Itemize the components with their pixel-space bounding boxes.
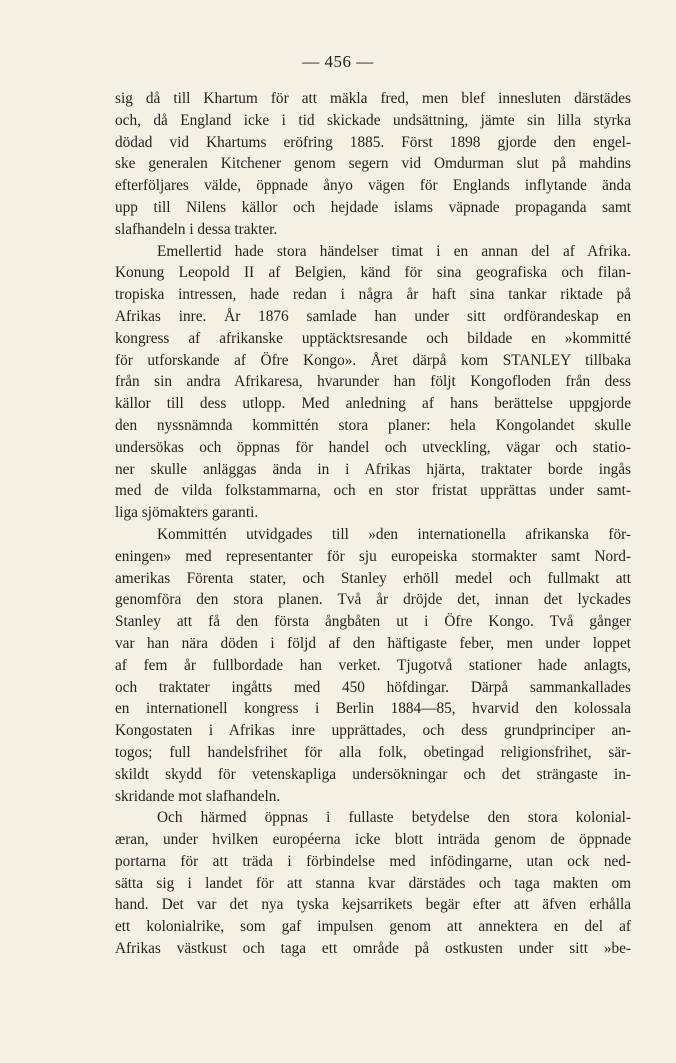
text-line: togos; full handelsfrihet för alla folk, obetingad religionsfrihet, sär- [115,743,631,761]
page-number: — 456 — [302,52,374,71]
text-line: skridande mot slafhandeln. [115,787,281,805]
text-line: portarna för att träda i förbindelse med infödingarne, utan ock ned- [115,852,631,870]
text-line: amerikas Förenta stater, och Stanley erhöll medel och fullmakt att [115,569,631,587]
text-line: Kongostaten i Afrikas inre upprättades, och dess grundprinciper an- [115,722,631,740]
text-line: liga sjömakters garanti. [115,504,259,522]
paragraph-start-line: Och härmed öppnas i fullaste betydelse den stora kolonial- [157,809,631,827]
text-line: från sin andra Afrikaresa, hvarunder han följt Kongofloden från dess [115,373,631,391]
text-line: Konung Leopold II af Belgien, känd för sina geografiska och filan- [115,264,631,282]
text-line: af fem år fullbordade han verket. Tjugotvå stationer hade anlagts, [115,656,631,674]
text-line: upp till Nilens källor och hejdade islams väpnade propaganda samt [115,198,631,216]
paragraph-start-line: Emellertid hade stora händelser timat i en annan del af Afrika. [157,242,631,260]
text-line: dödad vid Khartums eröfring 1885. Först 1898 gjorde den engel- [115,133,631,151]
text-line: undersökas och öppnas för handel och utveckling, vägar och statio- [115,438,631,456]
text-line: slafhandeln i dessa trakter. [115,220,278,238]
text-line: Stanley att få den första ångbåten ut i Öfre Kongo. Två gånger [115,613,631,631]
text-line: med de vilda folkstammarna, och en stor fristat upprättas under samt- [115,482,631,500]
text-line: sätta sig i landet för att stanna kvar därstädes och taga makten om [115,874,631,892]
text-line: hand. Det var det nya tyska kejsarrikets begär efter att äfven erhålla [115,896,631,914]
text-line: källor till dess utlopp. Med anledning af hans berättelse uppgjorde [115,395,631,413]
body-text [115,88,631,960]
text-line: skildt skydd för vetenskapliga undersökningar och det strängaste in- [115,765,631,783]
text-line: den nyssnämnda kommittén stora planer: hela Kongolandet skulle [115,416,631,434]
text-line: och traktater ingåtts med 450 höfdingar. Därpå sammankallades [115,678,631,696]
text-line: och, då England icke i tid skickade undsättning, jämte sin lilla styrka [115,111,631,129]
text-line: Afrikas inre. År 1876 samlade han under sitt ordförandeskap en [115,307,631,325]
text-line: æran, under hvilken européerna icke blott inträda genom de öppnade [115,831,631,849]
text-line: för utforskande af Öfre Kongo». Året därpå kom STANLEY tillbaka [115,351,631,369]
text-line: ner skulle anläggas ända in i Afrikas hjärta, traktater borde ingås [115,460,631,478]
text-line: Afrikas västkust och taga ett område på ostkusten under sitt »be- [115,940,631,958]
text-line: ske generalen Kitchener genom segern vid Omdurman slut på mahdins [115,155,631,173]
text-line: eningen» med representanter för sju europeiska stormakter samt Nord- [115,547,631,565]
text-line: kongress af afrikanske upptäcktsresande och bildade en »kommitté [115,329,631,347]
text-line: tropiska intressen, hade redan i några år haft sina tankar riktade på [115,286,631,304]
text-line: var han nära döden i följd af den häftigaste feber, men under loppet [115,634,631,652]
text-line: en internationell kongress i Berlin 1884—85, hvarvid den kolossala [115,700,631,718]
paragraph-start-line: Kommittén utvidgades till »den internationella afrikanska för- [157,525,631,543]
text-line: efterföljares välde, öppnade ånyo vägen för Englands inflytande ända [115,177,631,195]
text-line: sig då till Khartum för att mäkla fred, men blef innesluten därstädes [115,90,631,107]
text-line: ett kolonialrike, som gaf impulsen genom att annektera en del af [115,918,631,936]
text-line: genomföra den stora planen. Två år dröjde det, innan det lyckades [115,591,631,609]
